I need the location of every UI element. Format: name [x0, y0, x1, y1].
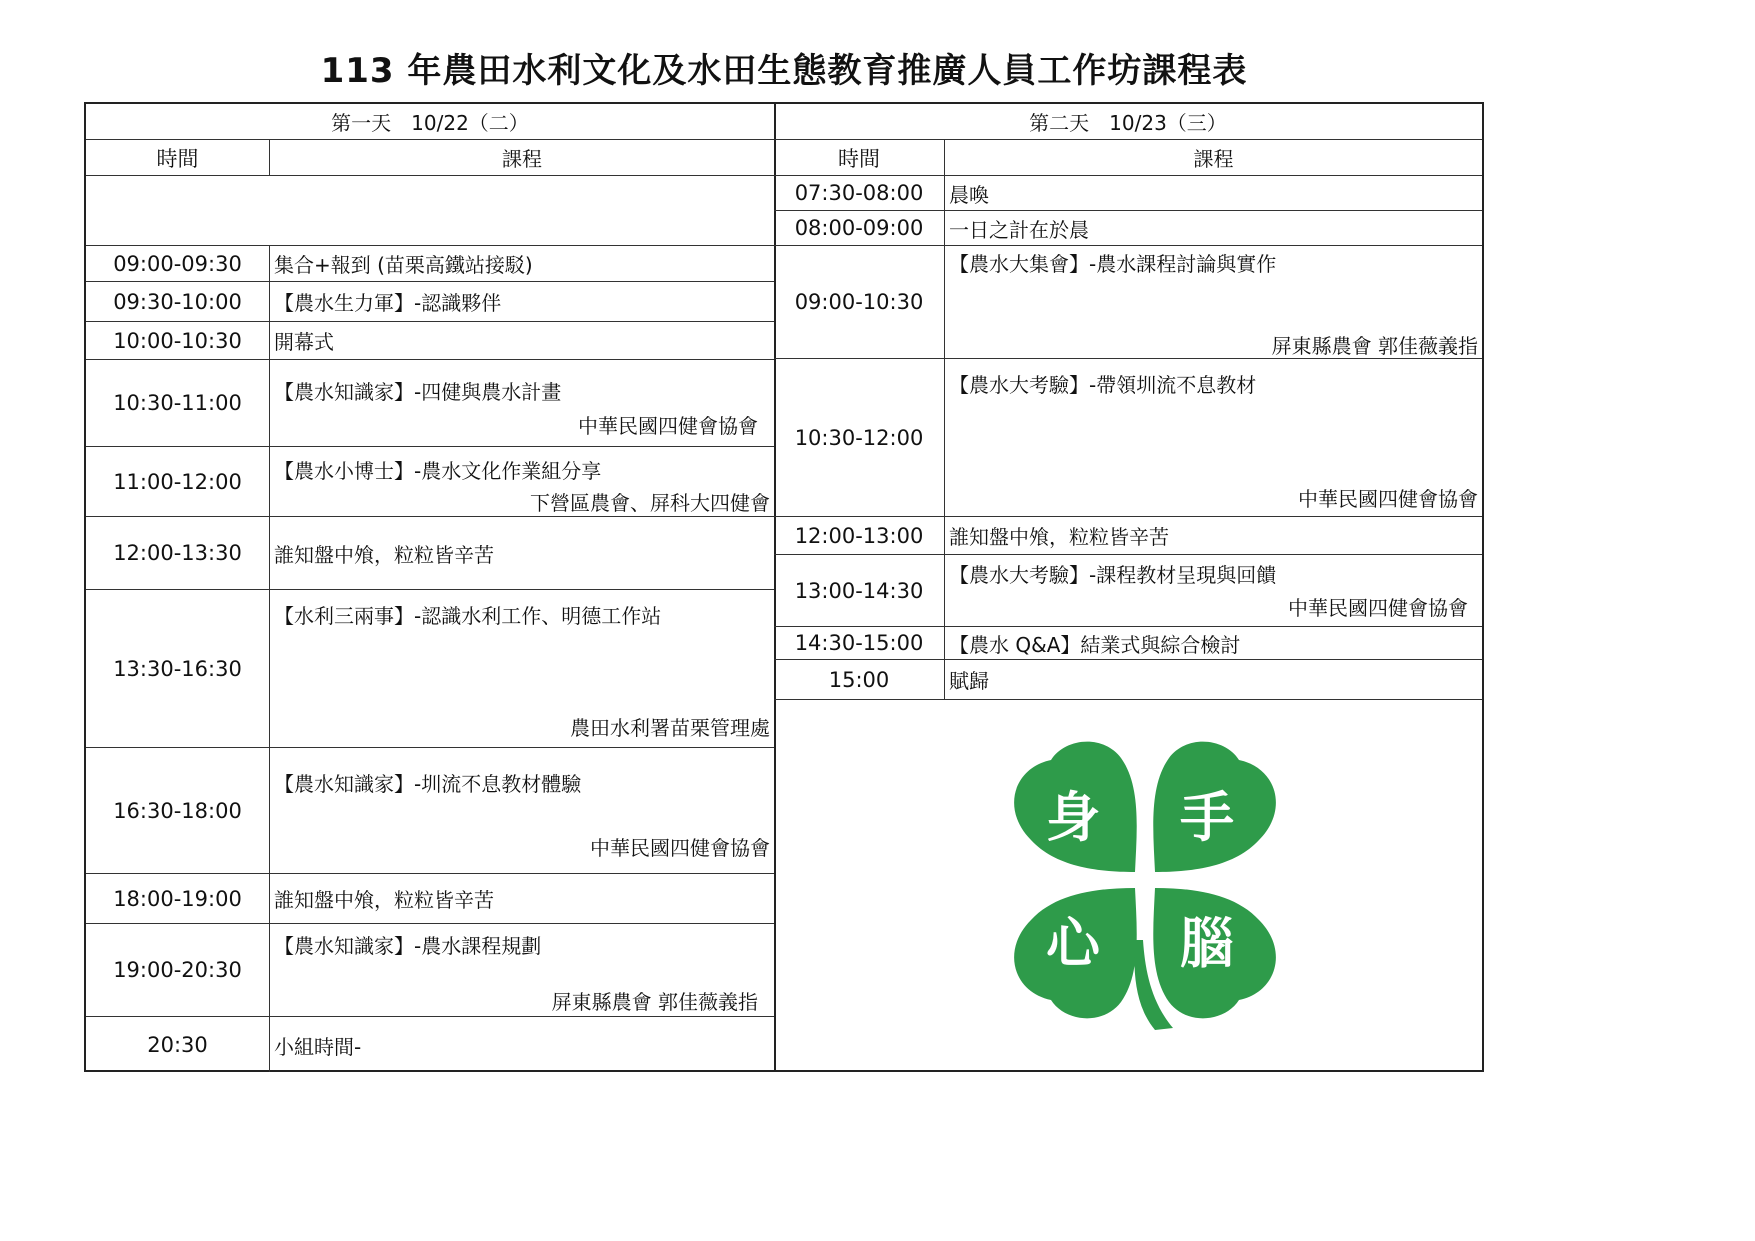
time-cell: 09:00-10:30 — [774, 246, 945, 358]
course-cell: 【農水生力軍】-認識夥伴 — [274, 291, 502, 315]
course-title: 【農水知識家】-農水課程規劃 — [274, 934, 542, 958]
time-cell: 14:30-15:00 — [774, 627, 945, 659]
day1-time-header: 時間 — [86, 140, 270, 175]
table-row — [774, 211, 1482, 246]
day1-course-header: 課程 — [502, 147, 542, 171]
clover-leaves — [1014, 742, 1276, 1030]
course-host: 中華民國四健會協會 — [1298, 487, 1478, 511]
course-host: 農田水利署苗栗管理處 — [570, 716, 770, 740]
day1-blank-row — [86, 176, 774, 246]
time-cell: 10:00-10:30 — [86, 322, 270, 359]
logo-char-head: 腦 — [1180, 912, 1234, 975]
course-title: 小組時間- — [274, 1035, 362, 1059]
course-cell: 誰知盤中飧，粒粒皆辛苦 — [949, 525, 1169, 549]
course-host: 中華民國四健會協會 — [1288, 596, 1468, 620]
course-cell: 誰知盤中飧，粒粒皆辛苦 — [274, 888, 494, 912]
day1-column — [86, 104, 776, 1070]
table-row — [774, 555, 1482, 627]
time-cell: 09:30-10:00 — [86, 282, 270, 321]
course-host: 屏東縣農會 郭佳薇義指 — [1271, 334, 1478, 358]
table-row — [86, 447, 774, 517]
table-row — [86, 246, 774, 282]
day2-course-header: 課程 — [1193, 147, 1234, 171]
time-cell: 13:00-14:30 — [774, 555, 945, 626]
table-row — [774, 246, 1482, 359]
course-title: 【農水小博士】-農水文化作業組分享 — [274, 459, 602, 483]
table-row — [774, 176, 1482, 211]
time-cell: 10:30-11:00 — [86, 360, 270, 446]
table-row — [86, 360, 774, 447]
course-cell — [270, 447, 774, 516]
time-cell: 10:30-12:00 — [774, 359, 945, 516]
table-row — [86, 874, 774, 924]
day1-header — [86, 104, 774, 140]
course-cell: 晨喚 — [949, 182, 989, 207]
table-row — [86, 322, 774, 360]
time-cell: 11:00-12:00 — [86, 447, 270, 516]
day1-label: 第一天 10/22（二） — [331, 111, 529, 135]
time-cell: 20:30 — [86, 1017, 270, 1072]
table-row — [86, 590, 774, 748]
course-cell — [270, 590, 774, 747]
time-cell: 15:00 — [774, 660, 945, 699]
course-cell: 誰知盤中飧，粒粒皆辛苦 — [274, 542, 494, 567]
course-cell: 【農水 Q&A】結業式與綜合檢討 — [949, 632, 1241, 657]
page-title: 113 年農田水利文化及水田生態教育推廣人員工作坊課程表 — [320, 51, 1248, 91]
course-cell — [945, 359, 1482, 516]
course-title: 【農水知識家】-四健與農水計畫 — [274, 380, 562, 404]
course-cell — [270, 360, 774, 446]
table-row — [774, 517, 1482, 555]
table-row — [774, 627, 1482, 660]
course-cell — [945, 555, 1482, 626]
table-row — [86, 924, 774, 1017]
logo-char-heart: 心 — [1046, 912, 1100, 975]
day2-time-header: 時間 — [774, 140, 945, 175]
time-cell: 13:30-16:30 — [86, 590, 270, 747]
course-cell — [270, 1017, 774, 1072]
course-title: 【農水大考驗】-帶領圳流不息教材 — [949, 373, 1257, 397]
logo-char-body: 身 — [1046, 786, 1100, 849]
course-host: 下營區農會、屏科大四健會 — [530, 491, 770, 515]
time-cell: 09:00-09:30 — [86, 246, 270, 281]
time-cell: 07:30-08:00 — [774, 176, 945, 210]
time-cell: 12:00-13:30 — [86, 517, 270, 589]
course-cell: 集合+報到 (苗栗高鐵站接駁) — [274, 253, 533, 277]
time-cell: 12:00-13:00 — [774, 517, 945, 554]
time-cell: 19:00-20:30 — [86, 924, 270, 1016]
course-cell — [270, 748, 774, 873]
day2-label: 第二天 10/23（三） — [1029, 111, 1227, 135]
course-title: 【農水知識家】-圳流不息教材體驗 — [274, 772, 582, 796]
day2-column-headers — [774, 140, 1482, 176]
time-cell: 08:00-09:00 — [774, 211, 945, 245]
course-title: 【農水大集會】-農水課程討論與實作 — [949, 252, 1277, 276]
course-host: 屏東縣農會 郭佳薇義指 — [551, 990, 758, 1014]
table-row — [86, 517, 774, 590]
course-title: 【農水大考驗】-課程教材呈現與回饋 — [949, 563, 1277, 587]
course-cell: 開幕式 — [274, 330, 334, 354]
time-cell: 16:30-18:00 — [86, 748, 270, 873]
table-row — [86, 1017, 774, 1072]
course-host: 中華民國四健會協會 — [578, 414, 758, 438]
course-cell: 賦歸 — [949, 669, 989, 693]
course-title: 【水利三兩事】-認識水利工作、明德工作站 — [274, 604, 662, 628]
course-host: 中華民國四健會協會 — [590, 836, 770, 860]
table-row — [774, 359, 1482, 517]
table-row — [86, 282, 774, 322]
course-cell: 一日之計在於晨 — [949, 217, 1089, 242]
day2-header — [774, 104, 1482, 140]
day1-column-headers — [86, 140, 774, 176]
table-row — [774, 660, 1482, 700]
four-h-clover-logo — [995, 740, 1295, 1030]
course-cell — [945, 246, 1482, 358]
course-cell — [270, 924, 774, 1016]
logo-char-hand: 手 — [1180, 786, 1234, 849]
time-cell: 18:00-19:00 — [86, 874, 270, 923]
table-row — [86, 748, 774, 874]
